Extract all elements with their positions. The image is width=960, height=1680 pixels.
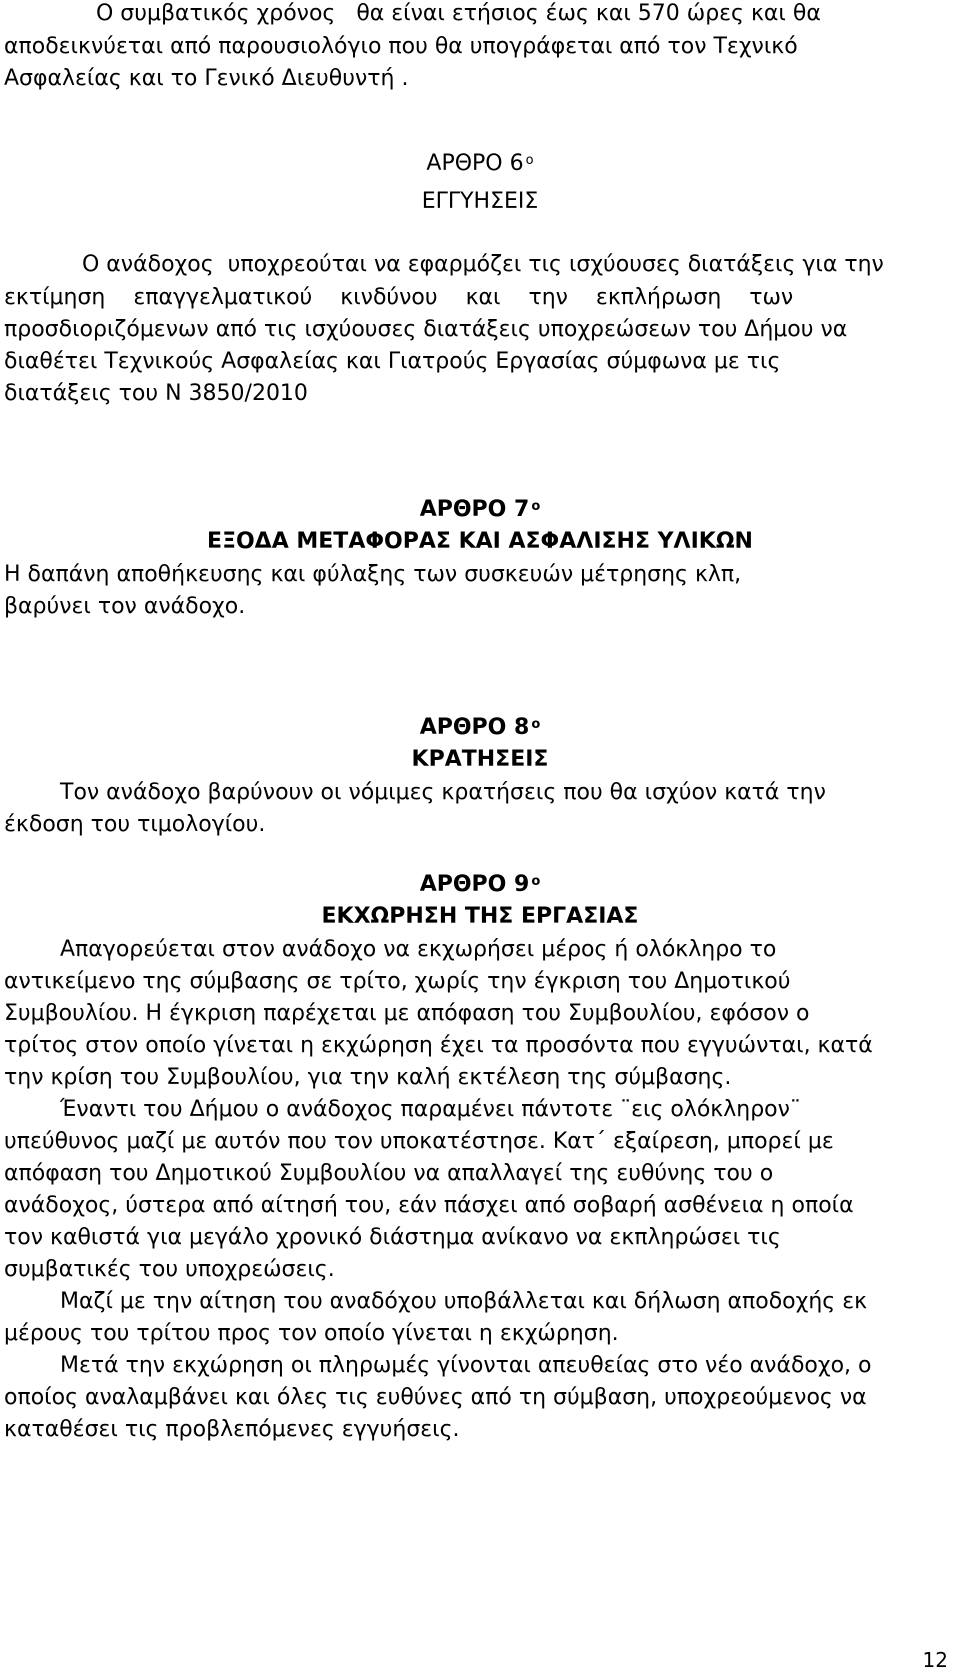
article-6-title: ΕΓΓΥΗΣΕΙΣ <box>421 189 539 214</box>
article-6-line: Ο ανάδοχος υποχρεούται να εφαρμόζει τις ισχύουσες διατάξεις για την <box>82 252 884 277</box>
article-9-line: υπεύθυνος μαζί με αυτόν που τον υποκατέστησε. Κατ΄ εξαίρεση, μπορεί με <box>4 1129 834 1154</box>
article-7-heading: ΑΡΘΡΟ 7 $^o$ <box>419 497 541 522</box>
article-9-line: τον καθιστά για μεγάλο χρονικό διάστημα ανίκανο να εκπληρώσει τις <box>4 1225 781 1250</box>
article-8-heading: ΑΡΘΡΟ 8 $^o$ <box>419 715 541 740</box>
article-6-line: προσδιοριζόμενων από τις ισχύουσες διατάξεις υποχρεώσεων του Δήμου να <box>4 317 848 342</box>
page-number: 12 <box>922 1648 948 1672</box>
article-7-line: βαρύνει τον ανάδοχο. <box>4 594 246 619</box>
article-8-line: έκδοση του τιμολογίου. <box>4 812 266 837</box>
article-8-line: Τον ανάδοχο βαρύνουν οι νόμιμες κρατήσεις που θα ισχύον κατά την <box>60 780 826 805</box>
article-9-line: Έναντι του Δήμου ο ανάδοχος παραμένει πάντοτε ¨εις ολόκληρον¨ <box>60 1097 801 1122</box>
article-9-line: ανάδοχος, ύστερα από αίτησή του, εάν πάσχει από σοβαρή ασθένεια η οποία <box>4 1193 854 1218</box>
article-6-line: διαθέτει Τεχνικούς Ασφαλείας και Γιατρούς Εργασίας σύμφωνα με τις <box>4 349 781 374</box>
article-8-title: ΚΡΑΤΗΣΕΙΣ <box>411 747 549 772</box>
article-9-title: ΕΚΧΩΡΗΣΗ ΤΗΣ ΕΡΓΑΣΙΑΣ <box>321 904 639 929</box>
article-9-heading: ΑΡΘΡΟ 9 $^o$ <box>419 872 541 897</box>
article-9-line: μέρους του τρίτου προς τον οποίο γίνεται η εκχώρηση. <box>4 1321 619 1346</box>
article-9-line: Μαζί με την αίτηση του αναδόχου υποβάλλεται και δήλωση αποδοχής εκ <box>60 1289 868 1314</box>
article-9-line: Μετά την εκχώρηση οι πληρωμές γίνονται απευθείας στο νέο ανάδοχο, ο <box>60 1353 872 1378</box>
article-7-line: Η δαπάνη αποθήκευσης και φύλαξης των συσκευών μέτρησης κλπ, <box>4 562 742 587</box>
article-9-line: απόφαση του Δημοτικού Συμβουλίου να απαλλαγεί της ευθύνης του ο <box>4 1161 774 1186</box>
article-9-line: Συμβουλίου. Η έγκριση παρέχεται με απόφαση του Συμβουλίου, εφόσον ο <box>4 1001 810 1026</box>
article-6-line: εκτίμηση επαγγελματικού κινδύνου και την εκπλήρωση των <box>4 285 794 310</box>
intro-line-1: Ο συμβατικός χρόνος θα είναι ετήσιος έως και 570 ώρες και θα <box>96 1 821 26</box>
article-9-line: αντικείμενο της σύμβασης σε τρίτο, χωρίς την έγκριση του Δημοτικού <box>4 969 791 994</box>
intro-line-2: αποδεικνύεται από παρουσιολόγιο που θα υπογράφεται από τον Τεχνικό <box>4 34 798 59</box>
article-9-line: συμβατικές του υποχρεώσεις. <box>4 1257 335 1282</box>
intro-line-3: Ασφαλείας και το Γενικό Διευθυντή . <box>4 66 409 91</box>
article-9-line: καταθέσει τις προβλεπόμενες εγγυήσεις. <box>4 1417 460 1442</box>
article-6-heading: ΑΡΘΡΟ 6 $^o$ <box>426 151 534 176</box>
article-9-line: τρίτος στον οποίο γίνεται η εκχώρηση έχει τα προσόντα που εγγυώνται, κατά <box>4 1033 873 1058</box>
article-7-title: ΕΞΟΔΑ ΜΕΤΑΦΟΡΑΣ ΚΑΙ ΑΣΦΑΛΙΣΗΣ ΥΛΙΚΩΝ <box>207 529 753 554</box>
article-9-line: οποίος αναλαμβάνει και όλες τις ευθύνες από τη σύμβαση, υποχρεούμενος να <box>4 1385 867 1410</box>
article-6-line: διατάξεις του Ν 3850/2010 <box>4 381 308 406</box>
article-9-line: την κρίση του Συμβουλίου, για την καλή εκτέλεση της σύμβασης. <box>4 1065 732 1090</box>
article-9-line: Απαγορεύεται στον ανάδοχο να εκχωρήσει μέρος ή ολόκληρο το <box>60 937 777 962</box>
